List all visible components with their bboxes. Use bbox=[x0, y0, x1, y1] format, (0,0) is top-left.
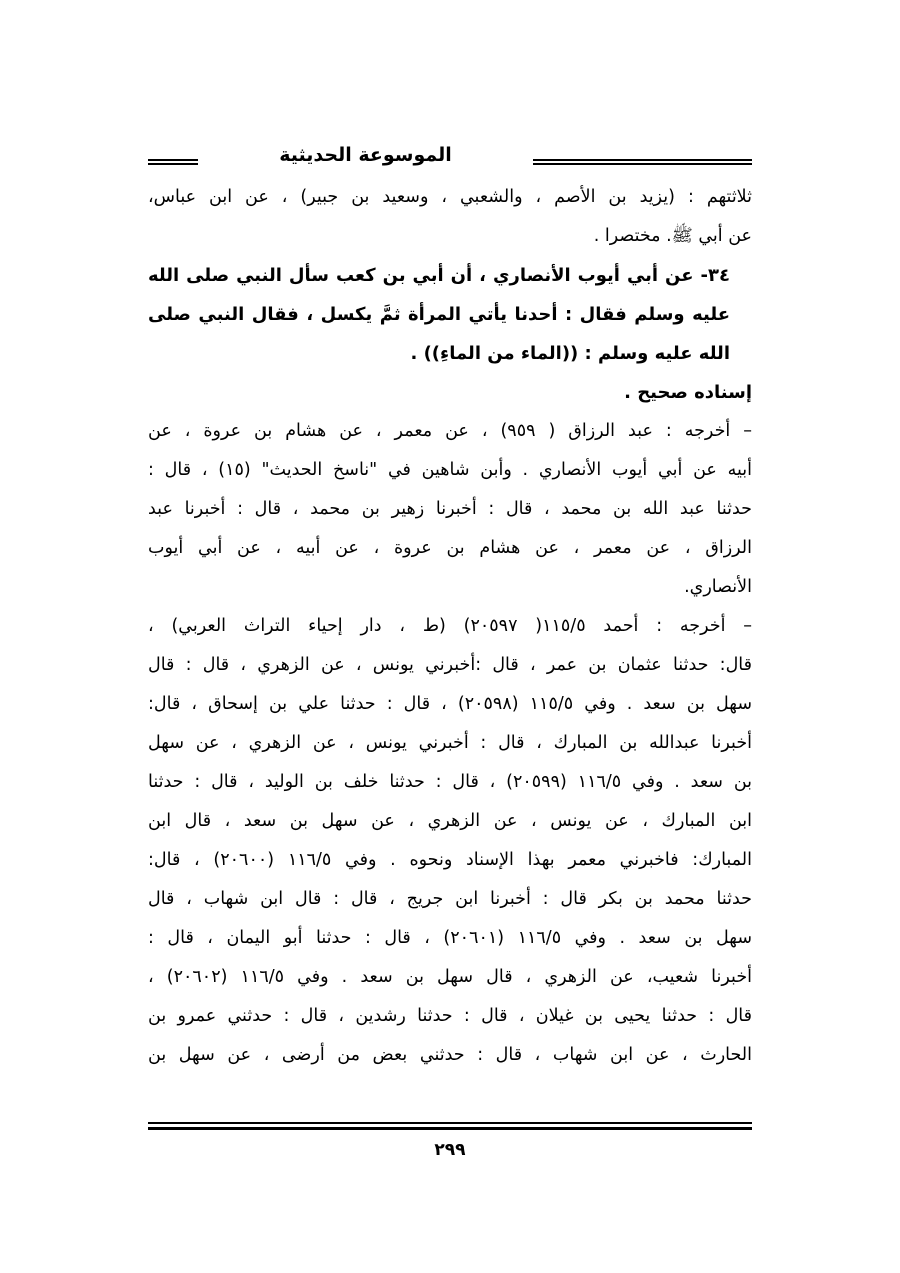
text-line: الحارث ، عن ابن شهاب ، قال : حدثني بعض من أرضى ، عن سهل بن bbox=[148, 1045, 752, 1065]
grading-line: إسناده صحيح . bbox=[624, 382, 752, 403]
text-line: – أخرجه : أحمد ١١٥/٥( ٢٠٥٩٧) (ط ، دار إحياء التراث العربي) ، bbox=[148, 616, 752, 636]
text-line: الأنصاري. bbox=[684, 577, 752, 597]
footer-rule bbox=[148, 1122, 752, 1124]
text-line: حدثنا عبد الله بن محمد ، قال : أخبرنا زهير بن محمد ، قال : أخبرنا عبد bbox=[148, 499, 752, 519]
text-line: قال: حدثنا عثمان بن عمر ، قال :أخبرني يونس ، عن الزهري ، قال : قال bbox=[148, 655, 752, 675]
hadith-line: ٣٤- عن أبي أيوب الأنصاري ، أن أبي بن كعب سأل النبي صلى الله bbox=[148, 265, 730, 286]
text-line: أخبرنا شعيب، عن الزهري ، قال سهل بن سعد . وفي ١١٦/٥ (٢٠٦٠٢) ، bbox=[148, 967, 752, 987]
text-line: المبارك: فاخبرني معمر بهذا الإسناد ونحوه . وفي ١١٦/٥ (٢٠٦٠٠) ، قال: bbox=[148, 850, 752, 870]
text-line: ثلاثتهم : (يزيد بن الأصم ، والشعبي ، وسعيد بن جبير) ، عن ابن عباس، bbox=[148, 187, 752, 207]
text-line: سهل بن سعد . وفي ١١٥/٥ (٢٠٥٩٨) ، قال : حدثنا علي بن إسحاق ، قال: bbox=[148, 694, 752, 714]
page-header bbox=[148, 140, 752, 180]
page-number: ٢٩٩ bbox=[434, 1140, 466, 1160]
text-line: ابن المبارك ، عن يونس ، عن الزهري ، عن سهل بن سعد ، قال ابن bbox=[148, 811, 752, 831]
text-line: أبيه عن أبي أيوب الأنصاري . وأبن شاهين في "ناسخ الحديث" (١٥) ، قال : bbox=[148, 460, 752, 480]
header-rule bbox=[148, 163, 198, 165]
header-rule bbox=[533, 163, 752, 165]
text-line: أخبرنا عبدالله بن المبارك ، قال : أخبرني يونس ، عن الزهري ، عن سهل bbox=[148, 733, 752, 753]
text-line: بن سعد . وفي ١١٦/٥ (٢٠٥٩٩) ، قال : حدثنا خلف بن الوليد ، قال : حدثنا bbox=[148, 772, 752, 792]
text-line: سهل بن سعد . وفي ١١٦/٥ (٢٠٦٠١) ، قال : حدثنا أبو اليمان ، قال : bbox=[148, 928, 752, 948]
text-line: قال : حدثنا يحيى بن غيلان ، قال : حدثنا رشدين ، قال : حدثني عمرو بن bbox=[148, 1006, 752, 1026]
header-rule bbox=[148, 159, 198, 161]
body-text bbox=[148, 178, 752, 1075]
footer-rule bbox=[148, 1127, 752, 1130]
text-line: حدثنا محمد بن بكر قال : أخبرنا ابن جريج ، قال : قال ابن شهاب ، قال bbox=[148, 889, 752, 909]
hadith-line: الله عليه وسلم : ((الماء من الماءِ)) . bbox=[410, 343, 730, 364]
text-line: عن أبي ﷺ. مختصرا . bbox=[593, 226, 752, 246]
header-title: الموسوعة الحديثية bbox=[279, 144, 452, 166]
text-line: الرزاق ، عن معمر ، عن هشام بن عروة ، عن أبيه ، عن أبي أيوب bbox=[148, 538, 752, 558]
text-line: – أخرجه : عبد الرزاق ( ٩٥٩) ، عن معمر ، عن هشام بن عروة ، عن bbox=[148, 421, 752, 441]
hadith-line: عليه وسلم فقال : أحدنا يأتي المرأة ثمَّ يكسل ، فقال النبي صلى bbox=[148, 304, 730, 325]
header-rule bbox=[533, 159, 752, 161]
